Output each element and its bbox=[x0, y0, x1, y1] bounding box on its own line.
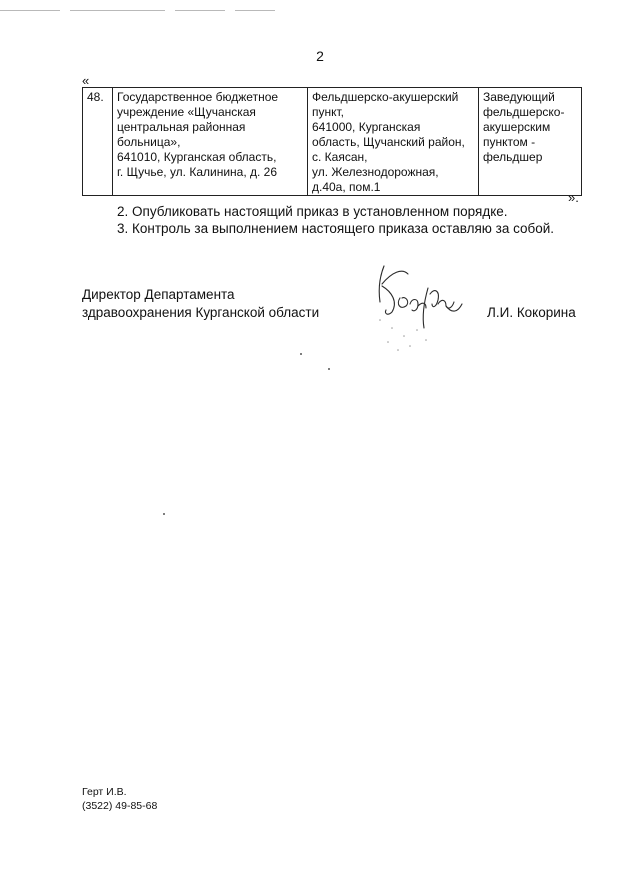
row-number: 48. bbox=[83, 88, 113, 196]
scan-speck bbox=[328, 368, 330, 370]
facility-line: 641000, Курганская bbox=[312, 120, 421, 134]
scan-artifact bbox=[175, 10, 225, 11]
executor-name: Герт И.В. bbox=[82, 786, 127, 798]
clause-publish: 2. Опубликовать настоящий приказ в установленном порядке. bbox=[117, 204, 508, 219]
scan-artifact bbox=[0, 10, 60, 11]
facility-line: Фельдшерско-акушерский bbox=[312, 90, 459, 104]
organization-line: учреждение «Щучанская bbox=[117, 105, 256, 119]
facility-line: пункт, bbox=[312, 105, 345, 119]
scan-artifact bbox=[235, 10, 275, 11]
position-line: фельдшерско- bbox=[483, 105, 565, 119]
signatory-title-line-1: Директор Департамента bbox=[82, 287, 235, 302]
scan-speck bbox=[163, 513, 165, 515]
organization-cell bbox=[113, 88, 308, 196]
facility-cell bbox=[308, 88, 479, 196]
scan-artifact bbox=[70, 10, 165, 11]
facility-line: ул. Железнодорожная, bbox=[312, 165, 439, 179]
organization-line: 641010, Курганская область, bbox=[117, 150, 277, 164]
facility-line: область, Щучанский район, bbox=[312, 135, 465, 149]
signatory-title-line-2: здравоохранения Курганской области bbox=[82, 305, 320, 320]
position-line: пунктом - bbox=[483, 135, 536, 149]
close-quote: ». bbox=[568, 190, 579, 205]
position-line: фельдшер bbox=[483, 150, 543, 164]
clause-control: 3. Контроль за выполнением настоящего приказа оставляю за собой. bbox=[117, 221, 555, 236]
organization-line: центральная районная bbox=[117, 120, 246, 134]
order-table bbox=[82, 87, 582, 196]
position-cell bbox=[479, 88, 582, 196]
organization-line: больница», bbox=[117, 135, 181, 149]
facility-line: д.40а, пом.1 bbox=[312, 180, 381, 194]
position-line: акушерским bbox=[483, 120, 551, 134]
organization-line: Государственное бюджетное bbox=[117, 90, 279, 104]
facility-line: с. Каясан, bbox=[312, 150, 368, 164]
organization-line: г. Щучье, ул. Калинина, д. 26 bbox=[117, 165, 278, 179]
signatory-name: Л.И. Кокорина bbox=[487, 305, 576, 320]
position-line: Заведующий bbox=[483, 90, 555, 104]
table-row bbox=[83, 88, 582, 196]
handwritten-signature bbox=[362, 258, 472, 358]
scan-speck bbox=[300, 353, 302, 355]
page-number: 2 bbox=[316, 48, 324, 64]
open-quote: « bbox=[82, 73, 90, 88]
executor-phone: (3522) 49-85-68 bbox=[82, 800, 158, 812]
